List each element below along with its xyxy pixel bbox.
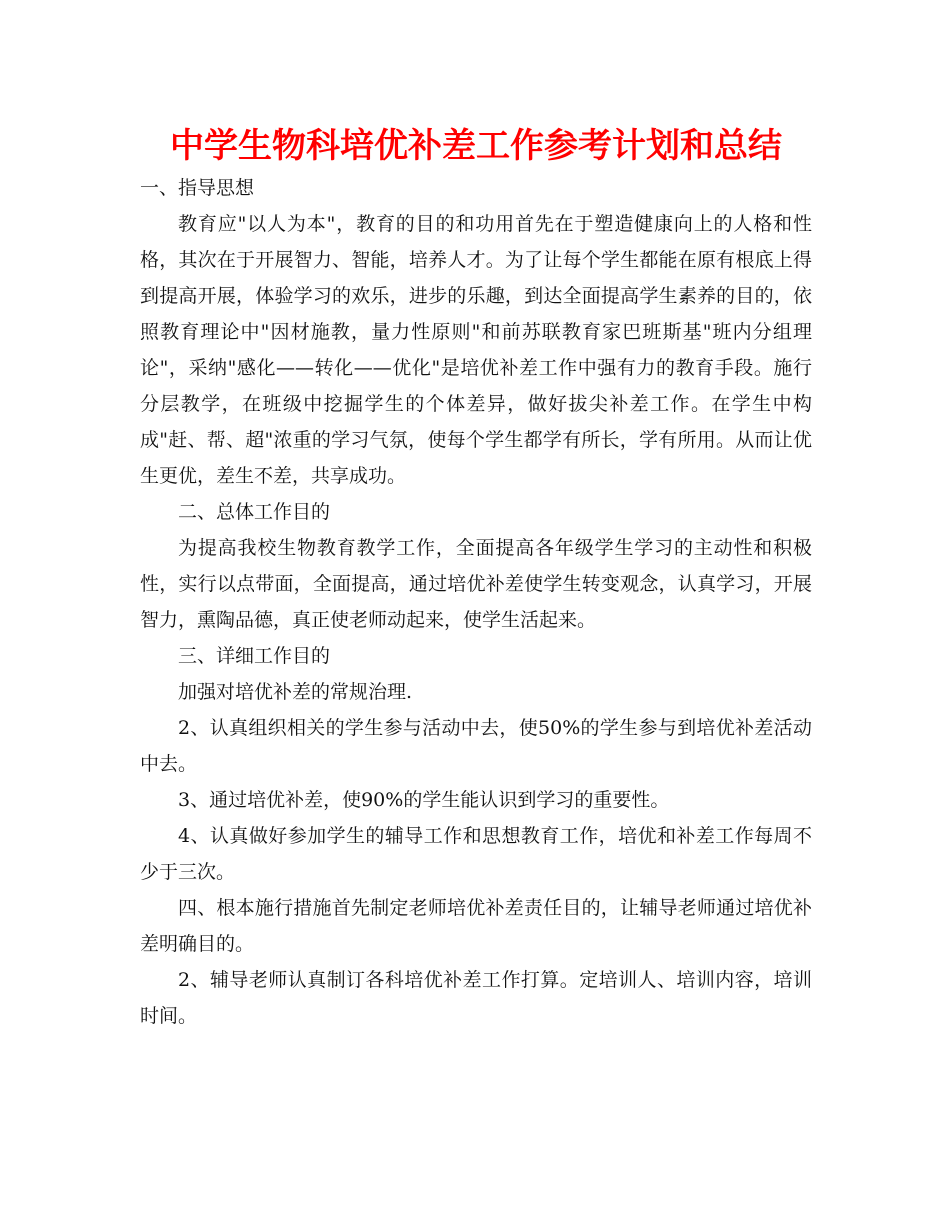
paragraph-goal-1: 加强对培优补差的常规治理. <box>178 681 413 703</box>
paragraph-goal-4: 4、认真做好参加学生的辅导工作和思想教育工作，培优和补差工作每周不少于三次。 <box>140 825 812 883</box>
paragraph-overall-goal: 为提高我校生物教育教学工作，全面提高各年级学生学习的主动性和积极性，实行以点带面，全面提高，通过培优补差使学生转变观念，认真学习，开展智力，熏陶品德，真正使老师动起来，使学生活起来。 <box>140 537 812 631</box>
paragraph-measures-1: 四、根本施行措施首先制定老师培优补差责任目的，让辅导老师通过培优补差明确目的。 <box>140 897 812 955</box>
document-page <box>140 122 812 1034</box>
document-title: 中学生物科培优补差工作参考计划和总结 <box>170 126 782 166</box>
section-heading-overall-goal: 二、总体工作目的 <box>178 501 331 523</box>
paragraph-measures-2: 2、辅导老师认真制订各科培优补差工作打算。定培训人、培训内容，培训时间。 <box>140 969 812 1027</box>
section-heading-detailed-goals: 三、详细工作目的 <box>178 645 331 667</box>
section-heading-guiding-ideology: 一、指导思想 <box>140 177 255 199</box>
paragraph-goal-3: 3、通过培优补差，使90%的学生能认识到学习的重要性。 <box>178 789 670 811</box>
paragraph-goal-2: 2、认真组织相关的学生参与活动中去，使50%的学生参与到培优补差活动中去。 <box>140 717 812 775</box>
paragraph-guiding-ideology: 教育应"以人为本"，教育的目的和功用首先在于塑造健康向上的人格和性格，其次在于开展智力、智能，培养人才。为了让每个学生都能在原有根底上得到提高开展，体验学习的欢乐，进步的乐趣，到达全面提高学生素养的目的，依照教育理论中"因材施教，量力性原则"和前苏联教育家巴班斯基"班内分组理论"，采纳"感化——转化——优化"是培优补差工作中强有力的教育手段。施行分层教学，在班级中挖掘学生的个体差异，做好拔尖补差工作。在学生中构成"赶、帮、超"浓重的学习气氛，使每个学生都学有所长，学有所用。从而让优生更优，差生不差，共享成功。 <box>140 213 812 487</box>
